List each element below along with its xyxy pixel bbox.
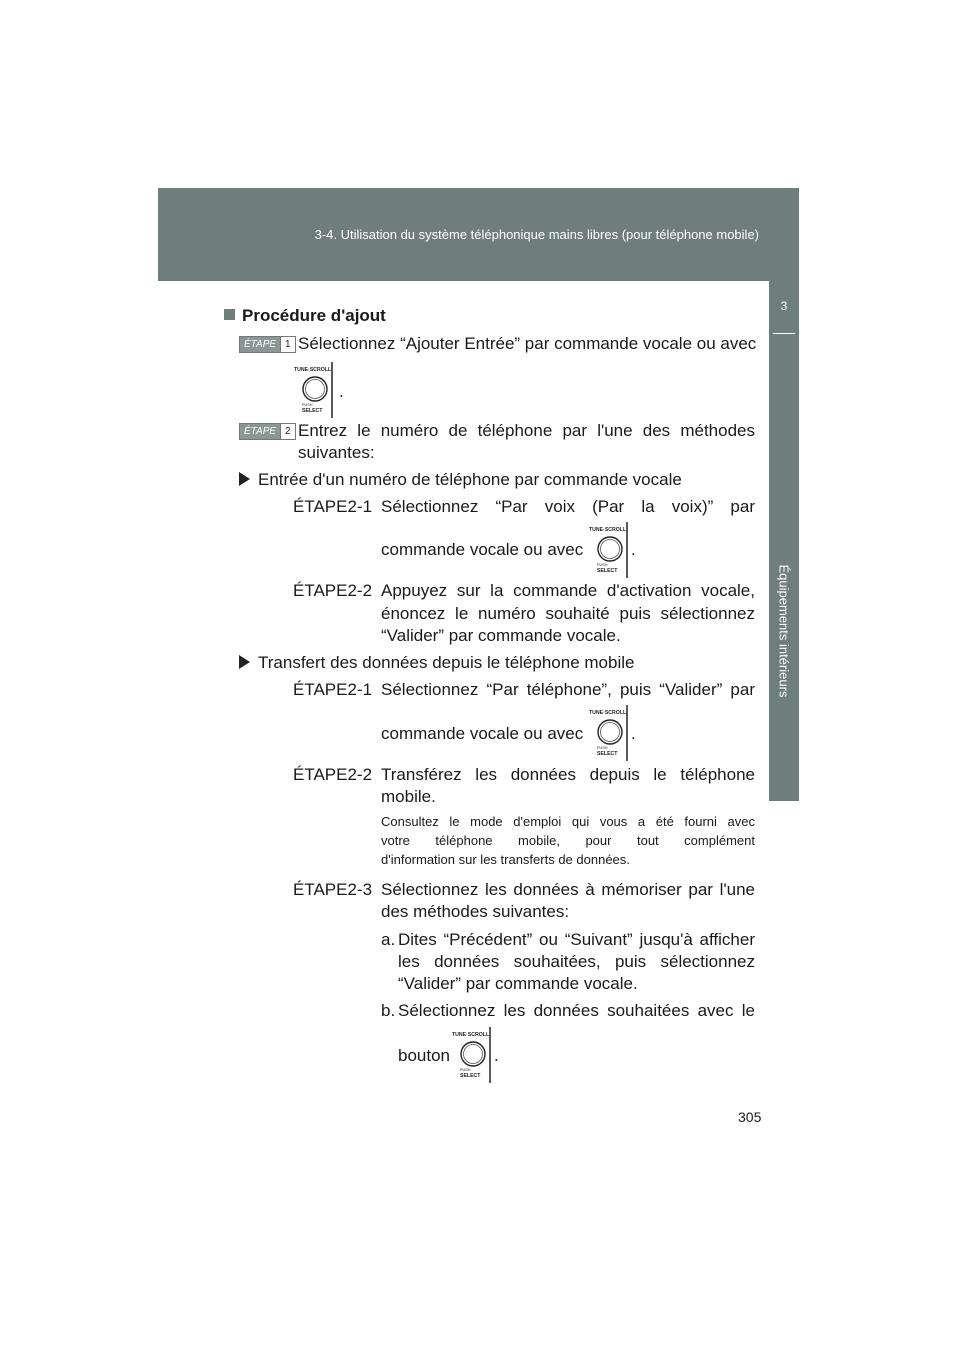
transfer-method-title: Transfert des données depuis le téléphone mobile [258, 653, 635, 672]
svg-text:TUNE·SCROLL: TUNE·SCROLL [589, 710, 627, 716]
voice-method-title: Entrée d'un numéro de téléphone par commande vocale [258, 470, 682, 489]
etape-number: 2 [280, 424, 295, 439]
chapter-side-tab [769, 281, 799, 801]
svg-text:PUSH: PUSH [597, 746, 608, 750]
transfer-sub2-label: ÉTAPE2-2 [293, 765, 373, 784]
chapter-title: Équipements intérieurs [776, 564, 792, 698]
etape-label: ÉTAPE [240, 337, 280, 352]
svg-text:TUNE·SCROLL: TUNE·SCROLL [294, 367, 332, 373]
arrow-bullet-icon [239, 472, 250, 486]
etape-label: ÉTAPE [240, 424, 280, 439]
etape-number: 1 [280, 337, 295, 352]
note-line1: Consultez le mode d'emploi qui vous a été fourni avec [381, 814, 755, 829]
step1-period: . [339, 382, 344, 401]
option-a-line1: Dites “Précédent” ou “Suivant” jusqu'à afficher [398, 930, 755, 949]
page-number: 305 [738, 1109, 762, 1125]
procedure-title: Procédure d'ajout [242, 306, 386, 325]
section-title: 3-4. Utilisation du système téléphonique mains libres (pour téléphone mobile) [314, 227, 759, 242]
svg-text:SELECT: SELECT [460, 1073, 481, 1079]
transfer-sub3-line1: Sélectionnez les données à mémoriser par l'une [381, 880, 755, 899]
transfer-method-heading [239, 652, 634, 674]
step1-text: Sélectionnez “Ajouter Entrée” par commande vocale ou avec [298, 334, 757, 353]
voice-sub1-line1: Sélectionnez “Par voix (Par la voix)” par [381, 497, 755, 516]
step2-line2: suivantes: [298, 443, 375, 462]
voice-sub1-period: . [631, 540, 636, 559]
svg-text:PUSH: PUSH [460, 1068, 471, 1072]
note-line2: votre téléphone mobile, pour tout complément [381, 833, 755, 848]
note-line3: d'information sur les transferts de données. [381, 852, 630, 867]
procedure-heading [224, 305, 386, 327]
voice-sub2-label: ÉTAPE2-2 [293, 581, 373, 600]
svg-text:TUNE·SCROLL: TUNE·SCROLL [589, 527, 627, 533]
option-b-marker: b. [381, 1001, 396, 1020]
transfer-sub2-line2: mobile. [381, 787, 436, 806]
svg-text:SELECT: SELECT [597, 751, 618, 757]
voice-sub2-line3: “Valider” par commande vocale. [381, 626, 621, 645]
transfer-sub2-line1: Transférez les données depuis le téléphone [381, 765, 755, 784]
transfer-sub1-period: . [631, 724, 636, 743]
transfer-sub1-line2: commande vocale ou avec [381, 724, 584, 743]
option-a-line3: “Valider” par commande vocale. [398, 974, 638, 993]
svg-text:TUNE·SCROLL: TUNE·SCROLL [452, 1032, 490, 1038]
svg-text:SELECT: SELECT [302, 408, 323, 414]
svg-text:PUSH: PUSH [597, 563, 608, 567]
option-a-line2: les données souhaitées, puis sélectionnez [398, 952, 755, 971]
step2-line1: Entrez le numéro de téléphone par l'une des méthodes [298, 421, 755, 440]
chapter-divider [773, 333, 795, 334]
arrow-bullet-icon [239, 655, 250, 669]
transfer-sub3-label: ÉTAPE2-3 [293, 880, 373, 899]
transfer-sub1-label: ÉTAPE2-1 [293, 680, 373, 699]
etape-badge-1 [239, 336, 296, 353]
section-header [158, 188, 799, 281]
voice-sub2-line1: Appuyez sur la commande d'activation vocale, [381, 581, 755, 600]
voice-sub1-line2: commande vocale ou avec [381, 540, 584, 559]
voice-method-heading [239, 469, 682, 491]
option-a-marker: a. [381, 930, 396, 949]
svg-text:SELECT: SELECT [597, 568, 618, 574]
voice-sub1-label: ÉTAPE2-1 [293, 497, 373, 516]
transfer-sub1-line1: Sélectionnez “Par téléphone”, puis “Valider” par [381, 680, 755, 699]
etape-badge-2 [239, 423, 296, 440]
option-b-period: . [494, 1046, 499, 1065]
transfer-sub3-line2: des méthodes suivantes: [381, 902, 570, 921]
svg-text:PUSH: PUSH [302, 403, 313, 407]
square-bullet-icon [224, 309, 235, 320]
chapter-number: 3 [780, 299, 788, 313]
option-b-line2: bouton [398, 1046, 450, 1065]
voice-sub2-line2: énoncez le numéro souhaité puis sélectionnez [381, 604, 755, 623]
option-b-line1: Sélectionnez les données souhaitées avec le [398, 1001, 755, 1020]
